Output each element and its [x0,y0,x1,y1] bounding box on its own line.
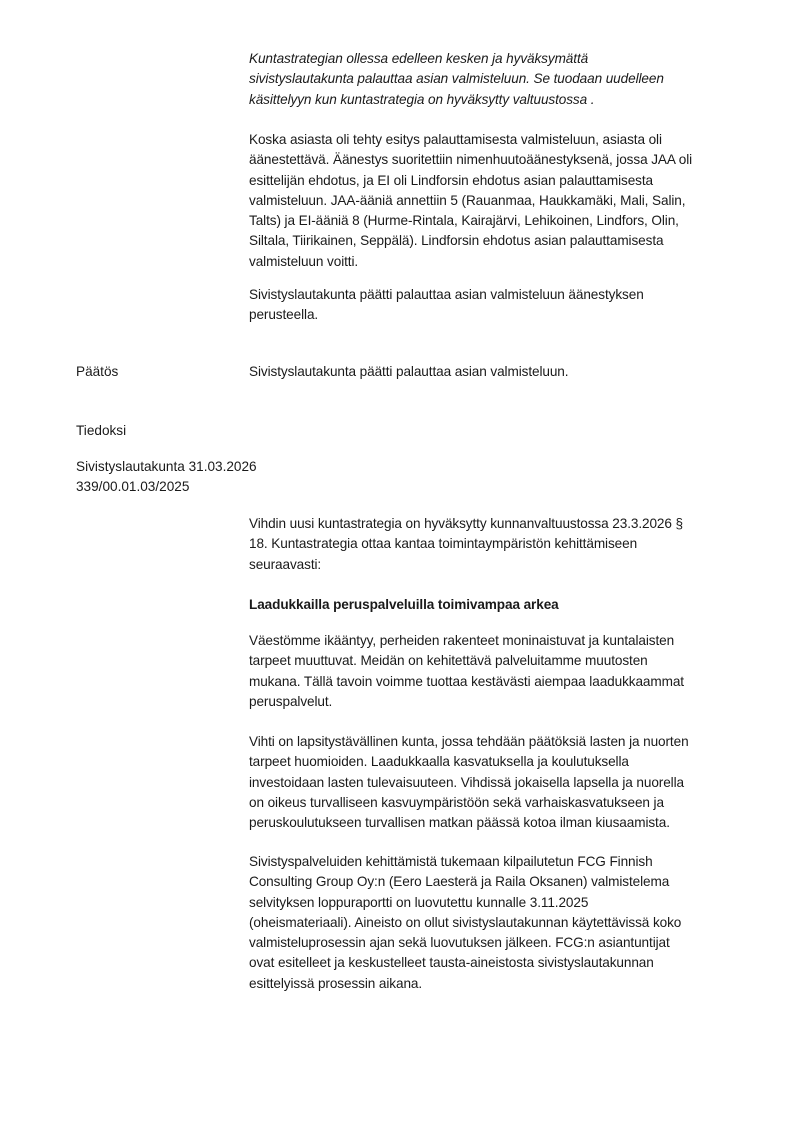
case-reference: 339/00.01.03/2025 [76,479,190,495]
text-line: Koska asiasta oli tehty esitys palauttamisesta valmisteluun, asiasta oli [249,132,662,147]
strategy-intro-paragraph [249,514,769,575]
text-line: sivistyslautakunta palauttaa asian valmisteluun. Se tuodaan uudelleen [249,71,664,87]
text-line: Consulting Group Oy:n (Eero Laesterä ja Raila Oksanen) valmistelema [249,874,670,890]
text-line: Kuntastrategian ollessa edelleen kesken ja hyväksymättä [249,51,589,66]
text-line: Väestömme ikääntyy, perheiden rakenteet moninaistuvat ja kuntalaisten [249,633,675,648]
text-line: peruspalvelut. [249,693,333,709]
text-line: Vihti on lapsitystävällinen kunta, jossa tehdään päätöksiä lasten ja nuorten [249,734,689,749]
text-line: peruskoulutukseen turvallisen matkan päässä kotoa ilman kiusaamista. [249,815,670,831]
text-line: tarpeet muuttuvat. Meidän on kehitettävä palveluitamme muutosten [249,653,648,669]
text-line: perusteella. [249,307,319,323]
text-line: Sivistyspalveluiden kehittämistä tukemaan kilpailutetun FCG Finnish [249,854,653,869]
decision-label [76,362,118,382]
text-line: seuraavasti: [249,556,322,572]
decision-label-text: Päätös [76,364,119,379]
text-line: (oheismateriaali). Aineisto on ollut sivistyslautakunnan käytettävissä koko [249,914,682,930]
board-date: Sivistyslautakunta 31.03.2026 [76,459,257,474]
intro-italic-paragraph [249,49,769,110]
text-line: Vihdin uusi kuntastrategia on hyväksytty kunnanvaltuustossa 23.3.2026 § [249,516,683,531]
decision-text-line: Sivistyslautakunta päätti palauttaa asian valmisteluun. [249,364,569,379]
text-line: valmisteluun. JAA-ääniä annettiin 5 (Rauanmaa, Haukkamäki, Mali, Salin, [249,192,686,208]
text-line: selvityksen loppuraportti on luovutettu kunnalle 3.11.2025 [249,894,589,910]
text-line: investoidaan lasten tulevaisuuteen. Vihdissä jokaisella lapsella ja nuorella [249,774,684,790]
text-line: esittelyissä prosessin aikana. [249,975,423,991]
text-line: 18. Kuntastrategia ottaa kantaa toimintaympäristön kehittämiseen [249,536,638,552]
decision-text [249,362,769,382]
decision-basis-paragraph [249,285,769,326]
text-line: käsittelyyn kun kuntastrategia on hyväksytty valtuustossa . [249,91,595,107]
text-line: tarpeet huomioiden. Laadukkaalla kasvatuksella ja koulutuksella [249,754,629,770]
text-line: valmisteluprosessin ajan sekä luovutuksen jälkeen. FCG:n asiantuntijat [249,935,670,951]
text-line: Talts) ja EI-ääniä 8 (Hurme-Rintala, Kairajärvi, Lehikoinen, Lindfors, Olin, [249,213,679,229]
for-information-text: Tiedoksi [76,423,127,438]
text-line: äänestettävä. Äänestys suoritettiin nimenhuutoäänestyksenä, jossa JAA oli [249,152,693,168]
text-line: Sivistyslautakunta päätti palauttaa asian valmisteluun äänestyksen [249,287,644,302]
text-line: Siltala, Tiirikainen, Seppälä). Lindforsin ehdotus asian palauttamisesta [249,233,664,249]
child-friendly-paragraph [249,732,769,833]
section-heading-text: Laadukkailla peruspalveluilla toimivampaa arkea [249,597,559,612]
text-line: mukana. Tällä tavoin voimme tuottaa kestävästi aiempaa laadukkaammat [249,673,684,689]
text-line: ovat esitelleet ja keskustelleet tausta-aineistosta sivistyslautakunnan [249,955,654,971]
text-line: on oikeus turvalliseen kasvuympäristöön sekä varhaiskasvatukseen ja [249,794,664,810]
meeting-reference [76,457,257,498]
vote-paragraph [249,130,769,272]
text-line: esittelijän ehdotus, ja EI oli Lindforsin ehdotus asian palauttamisesta [249,172,653,188]
text-line: valmisteluun voitti. [249,253,359,269]
fcg-paragraph [249,852,769,994]
section-heading [249,595,769,615]
for-information-label [76,421,126,441]
population-paragraph [249,631,769,712]
